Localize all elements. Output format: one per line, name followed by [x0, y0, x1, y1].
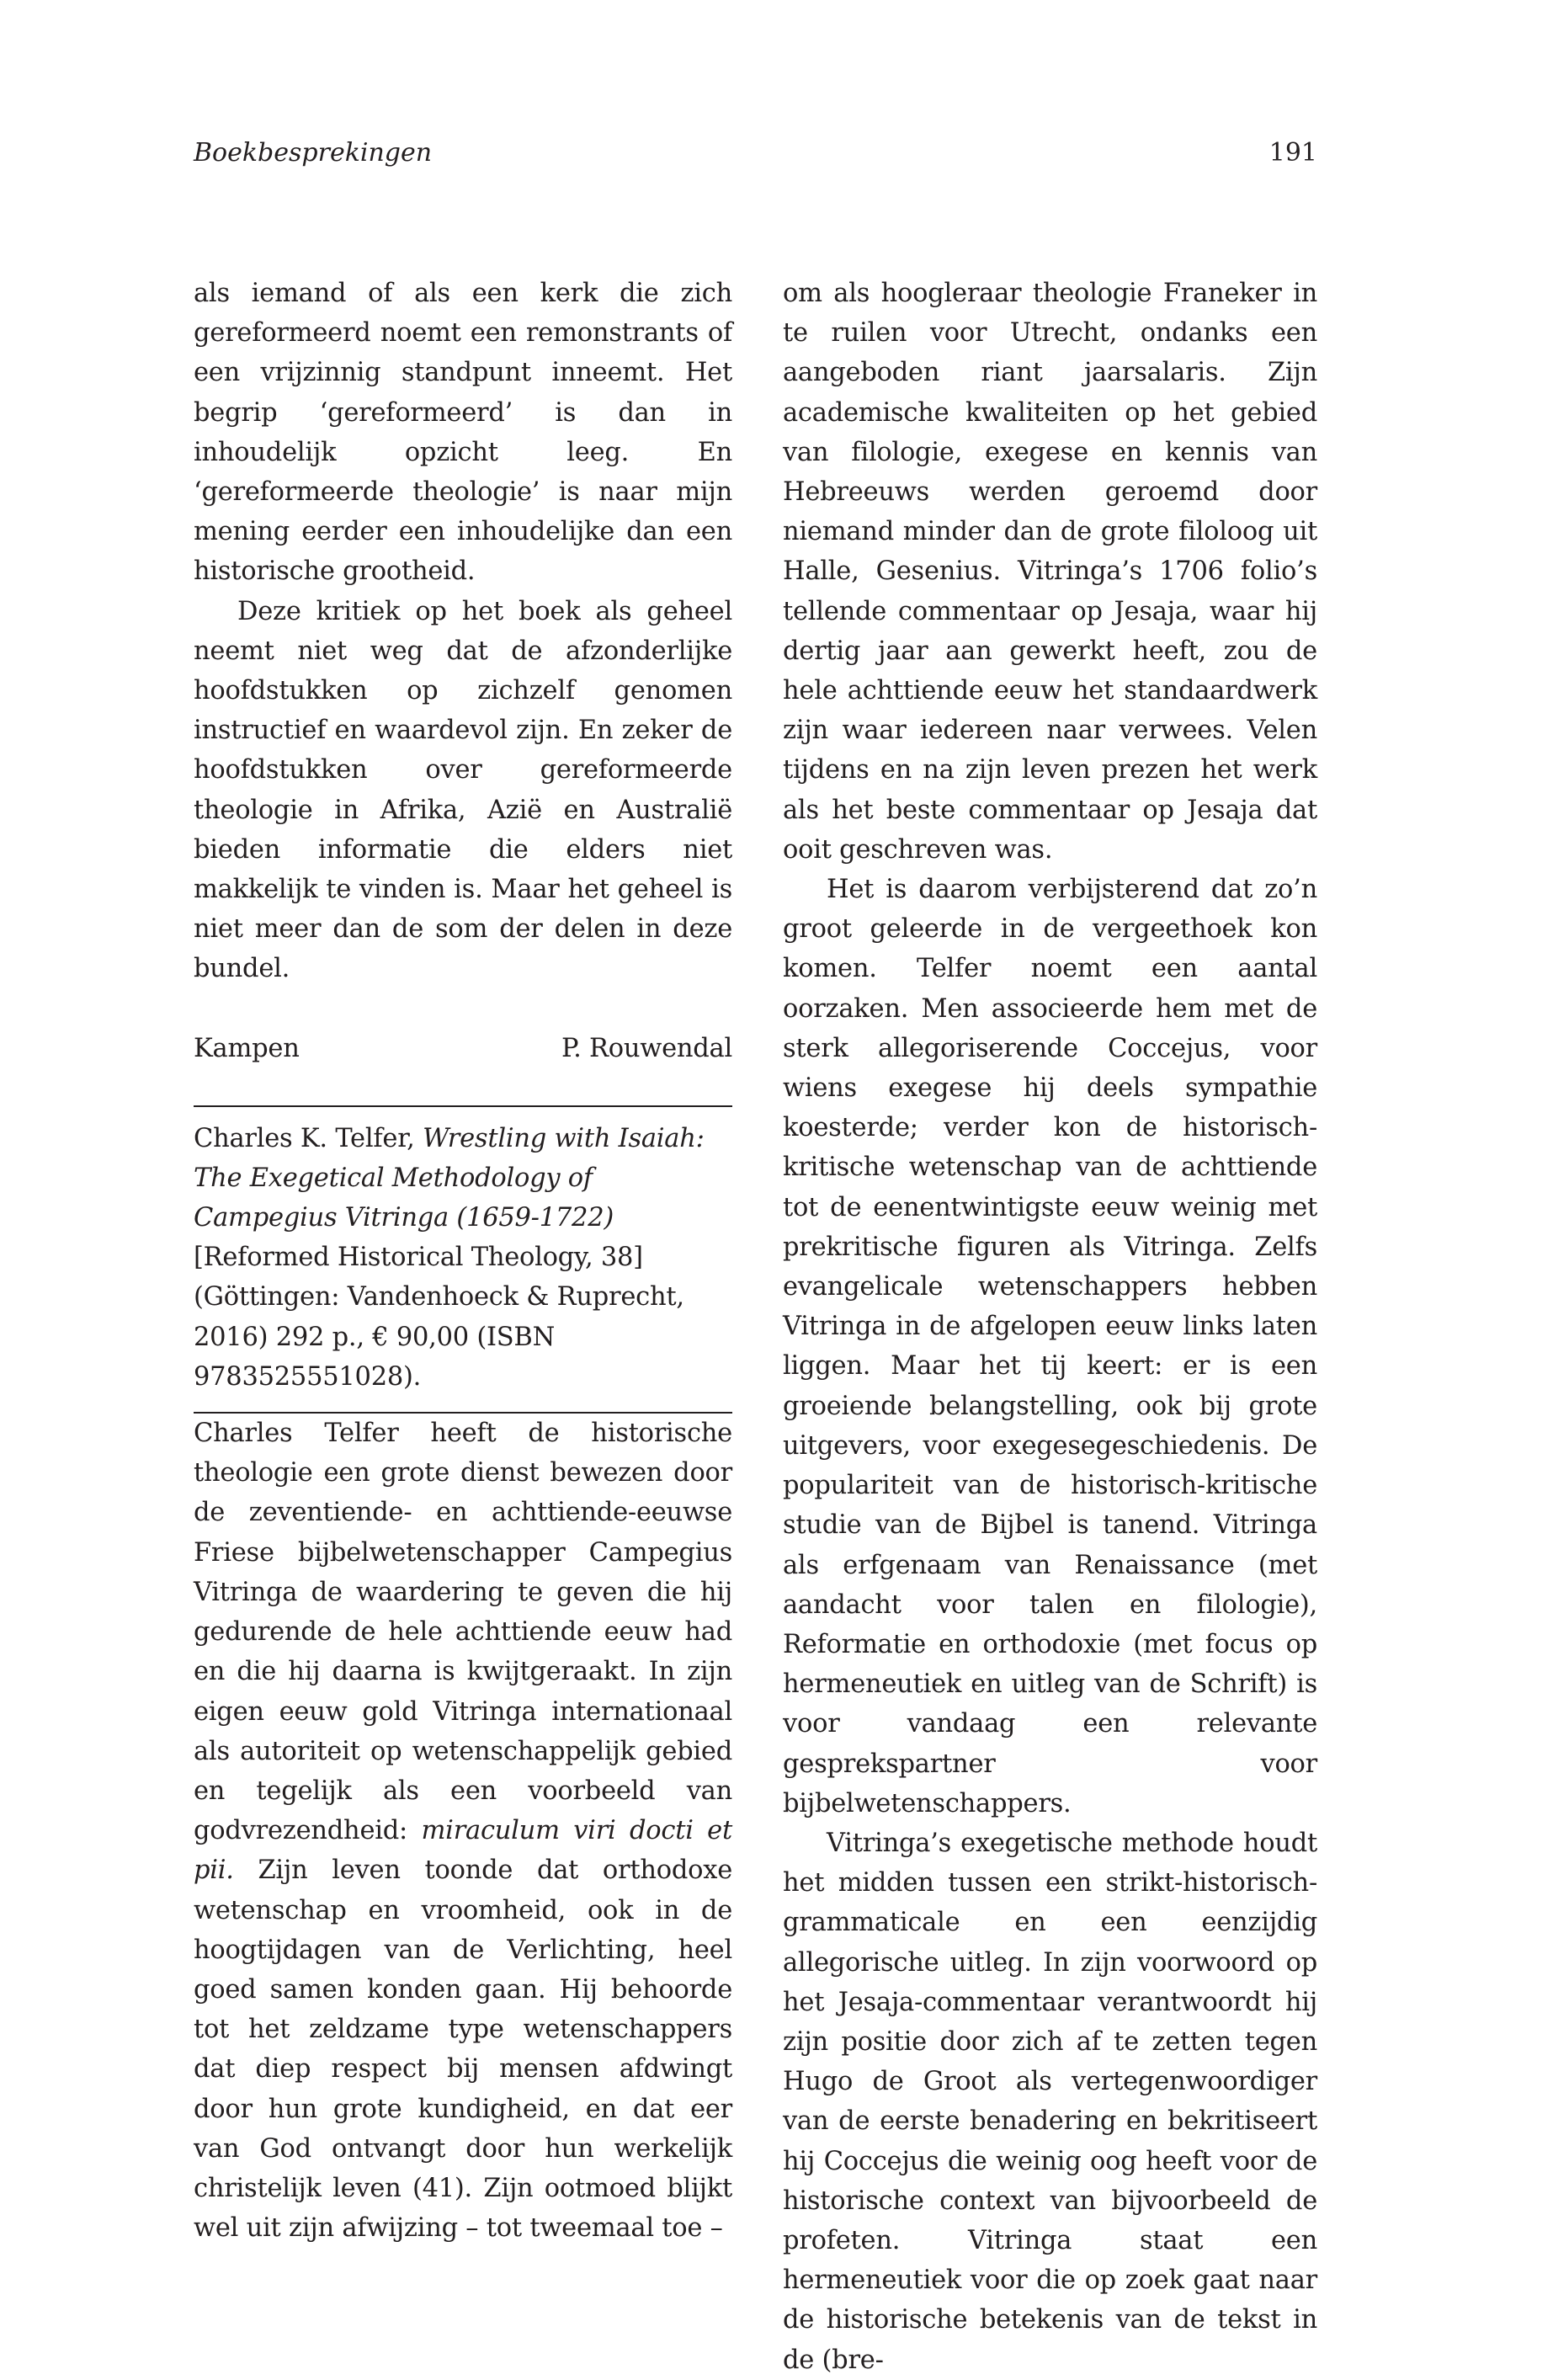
- review-paragraph-1: [194, 1414, 732, 2248]
- running-head: [194, 136, 1317, 170]
- citation-title: Wrestling with Isaiah: The Exegetical Methodology of Campegius Vitringa (1659-1722): [194, 1123, 705, 1233]
- review-paragraph-3: Vitringa’s exegetische methode houdt het midden tussen een strikt-historisch-grammaticale en een eenzijdig allegorische uitleg. In zijn voorwoord op het Jesaja-commentaar verantwoordt hij zijn positie door zich af te zetten tegen Hugo de Groot als vertegenwoordiger van de eerste benadering en bekritiseert hij Coccejus die weinig oog heeft voor de historische context van bijvoorbeeld de profeten. Vitringa staat een hermeneutiek voor die op zoek gaat naar de historische betekenis van de tekst in de (bre-: [783, 1828, 1317, 2375]
- citation-details: [Reformed Historical Theology, 38] (Göttingen: Vandenhoeck & Ruprecht, 2016) 292 p., € 90,00 (ISBN 9783525551028).: [194, 1243, 684, 1392]
- book-citation: [194, 1107, 732, 1412]
- review-paragraph-2: Het is daarom verbijsterend dat zo’n groot geleerde in de vergeethoek kon komen. Telfer noemt een aantal oorzaken. Men associeerde hem met de sterk allegoriserende Coccejus, voor wiens exegese hij deels sympathie koesterde; verder kon de historisch-kritische wetenschap van de achttiende tot de eenentwintigste eeuw weinig met prekritische figuren als Vitringa. Zelfs evangelicale wetenschappers hebben Vitringa in de afgelopen eeuw links laten liggen. Maar het tij keert: er is een groeiende belangstelling, ook bij grote uitgevers, voor exegesegeschiedenis. De populariteit van de historisch-kritische studie van de Bijbel is tanend. Vitringa als erfgenaam van Renaissance (met aandacht voor talen en filologie), Reformatie en orthodoxie (met focus op hermeneutiek en uitleg van de Schrift) is voor vandaag een relevante gesprekspartner voor bijbelwetenschappers.: [783, 875, 1317, 1818]
- review-paragraph-continuation: om als hoogleraar theologie Franeker in te ruilen voor Utrecht, ondanks een aangeboden riant jaarsalaris. Zijn academische kwaliteiten op het gebied van filologie, exegese en kennis van Hebreeuws werden geroemd door niemand minder dan de grote filoloog uit Halle, Gesenius. Vitringa’s 1706 folio’s tellende commentaar op Jesaja, waar hij dertig jaar aan gewerkt heeft, zou de hele achttiende eeuw het standaardwerk zijn waar iedereen naar verwees. Velen tijdens en na zijn leven prezen het werk als het beste commentaar op Jesaja dat ooit geschreven was.: [783, 279, 1317, 865]
- running-title: Boekbesprekingen: [194, 138, 433, 168]
- review-text-part1: Charles Telfer heeft de historische theologie een grote dienst bewezen door de zeventiende- en achttiende-eeuwse Friese bijbelwetenschapper Campegius Vitringa de waardering te geven die hij gedurende de hele achttiende eeuw had en die hij daarna is kwijtgeraakt. In zijn eigen eeuw gold Vitringa internationaal als autoriteit op wetenschappelijk gebied en tegelijk als een voorbeeld van godvrezendheid:: [194, 1419, 732, 1846]
- paragraph-critique: Deze kritiek op het boek als geheel neemt niet weg dat de afzonderlijke hoofdstukken op zichzelf genomen instructief en waardevol zijn. En zeker de hoofdstukken over gereformeerde theologie in Afrika, Azië en Australië bieden informatie die elders niet makkelijk te vinden is. Maar het geheel is niet meer dan de som der delen in deze bundel.: [194, 596, 732, 984]
- review-text-part2: Zijn leven toonde dat orthodoxe wetenschap en vroomheid, ook in de hoogtijdagen van de Verlichting, heel goed samen konden gaan. Hij behoorde tot het zeldzame type wetenschappers dat diep respect bij mensen afdwingt door hun grote kundigheid, en dat eer van God ontvangt door hun werkelijk christelijk leven (41). Zijn ootmoed blijkt wel uit zijn afwijzing – tot tweemaal toe –: [194, 1856, 732, 2244]
- right-column: [783, 274, 1317, 2380]
- paragraph-continuation: als iemand of als een kerk die zich gereformeerd noemt een remonstrants of een vrijzinnig standpunt inneemt. Het begrip ‘gereformeerd’ is dan in inhoudelijk opzicht leeg. En ‘gereformeerde theologie’ is naar mijn mening eerder een inhoudelijke dan een historische grootheid.: [194, 279, 732, 587]
- review-sign-off: [194, 1029, 732, 1068]
- page-number: 191: [1268, 138, 1317, 168]
- left-column: [194, 274, 732, 2248]
- citation-author: Charles K. Telfer,: [194, 1123, 423, 1153]
- sign-off-place: Kampen: [194, 1033, 300, 1063]
- review-latin-phrase: miraculum viri docti et pii.: [194, 1816, 732, 1886]
- sign-off-author: P. Rouwendal: [561, 1033, 732, 1063]
